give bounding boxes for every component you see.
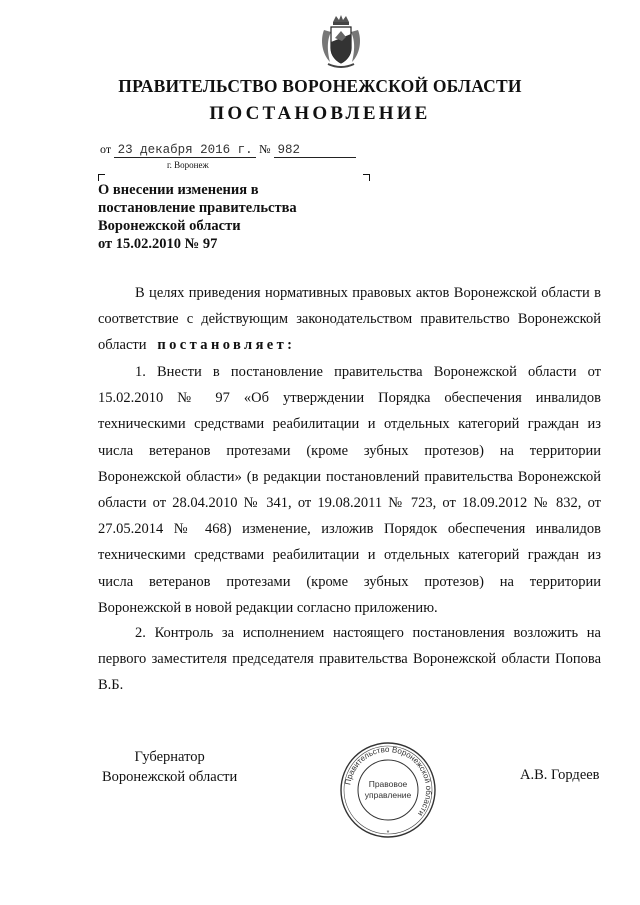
document-subject (98, 181, 297, 253)
signatory-name: А.В. Гордеев (520, 767, 600, 783)
position-line: Губернатор (134, 749, 205, 765)
preamble-paragraph (98, 280, 601, 359)
resolution-item-2: 2. Контроль за исполнением настоящего постановления возложить на первого заместителя председателя правительства Воронежской области Попова В.Б. (98, 625, 601, 694)
stamp-center-line: управление (364, 790, 412, 800)
document-number: 982 (274, 143, 356, 158)
seal-stamp-icon (338, 740, 438, 840)
date-prefix-label: от (100, 142, 112, 156)
resolution-item-1: 1. Внести в постановление правительства Воронежской области от 15.02.2010 № 97 «Об утверждении Порядка обеспечения инвалидов техническими средствами реабилитации и отдельных категорий граждан из числа ветеранов протезами (кроме зубных протезов) на территории Воронежской области» (в редакции постановлений правительства Воронежской области от 28.04.2010 № 341, от 19.08.2011 № 723, от 18.09.2012 № 832, от 27.05.2014 № 468) изменение, изложив Порядок обеспечения инвалидов техническими средствами реабилитации и отдельных категорий граждан из числа ветеранов протезами (кроме зубных протезов) на территории Воронежской в новой редакции согласно приложению. (98, 364, 601, 616)
number-label: № (259, 142, 271, 156)
subject-corner-right (363, 174, 370, 181)
subject-corner-left (98, 174, 105, 181)
date-number-line (100, 142, 356, 158)
stamp-star-icon: * (386, 830, 390, 837)
subject-line: Воронежской области (98, 218, 241, 234)
subject-line: О внесении изменения в (98, 182, 259, 198)
document-city: г. Воронеж (167, 160, 209, 170)
stamp-ring-text: Правительство Воронежской области (343, 744, 434, 818)
stamp-center-line: Правовое (368, 779, 408, 789)
signatory-position (102, 747, 237, 787)
document-date: 23 декабря 2016 г. (114, 143, 256, 158)
government-title: ПРАВИТЕЛЬСТВО ВОРОНЕЖСКОЙ ОБЛАСТИ (118, 76, 522, 96)
document-type-title: ПОСТАНОВЛЕНИЕ (209, 103, 431, 124)
resolves-word: постановляет: (157, 337, 296, 354)
preamble-text: В целях приведения нормативных правовых актов Воронежской области в соответствие с действующим законодательством правительство Воронежской области (98, 285, 601, 354)
position-line: Воронежской области (102, 769, 238, 785)
subject-line: постановление правительства (98, 200, 297, 216)
coat-of-arms-icon (318, 14, 364, 70)
subject-line: от 15.02.2010 № 97 (98, 236, 218, 252)
